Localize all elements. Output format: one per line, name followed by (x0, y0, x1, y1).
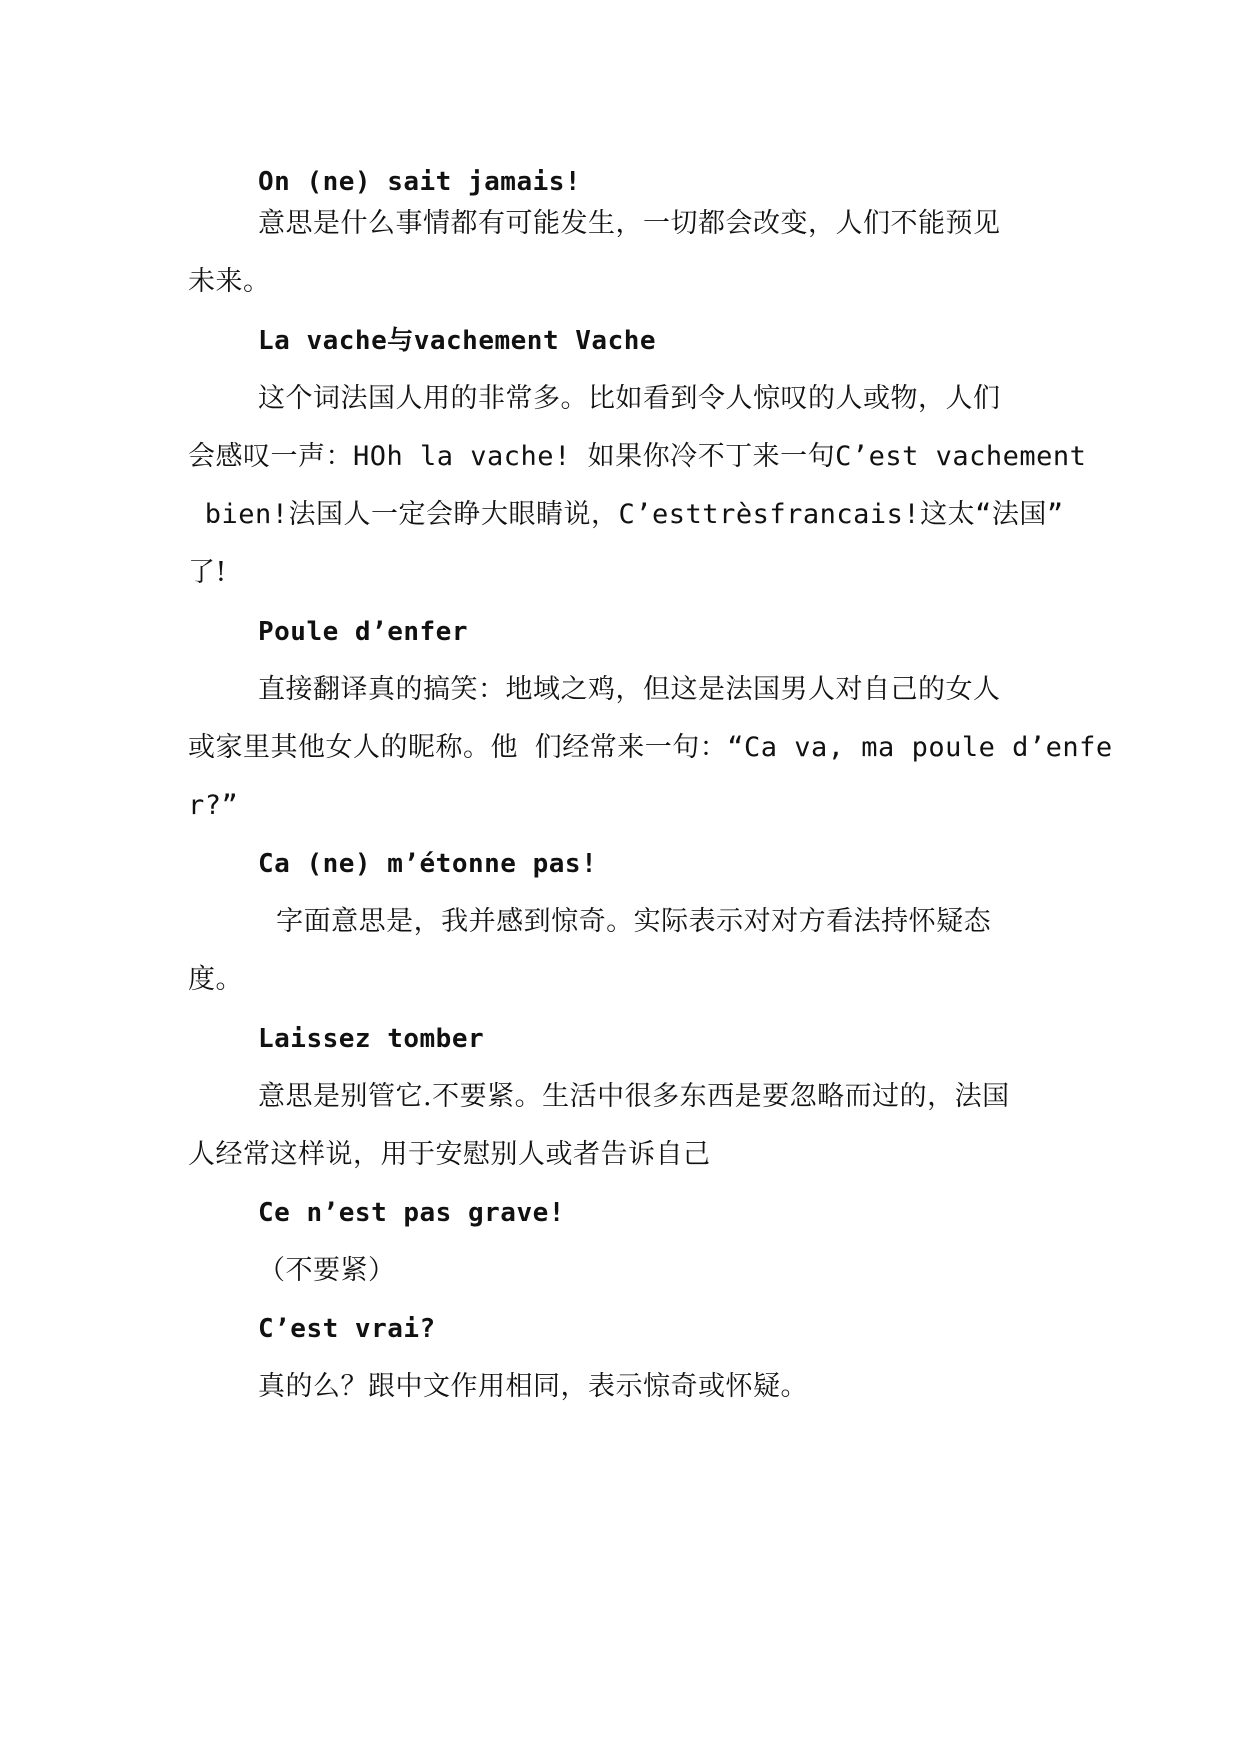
paragraph-line: 度。 (188, 964, 243, 995)
phrase-heading: C’est vrai? (258, 1314, 436, 1344)
phrase-heading: On (ne) sait jamais! (258, 167, 582, 197)
paragraph-line: 未来。 (188, 266, 271, 297)
paragraph-line: 了! (188, 557, 227, 588)
paragraph-line: 意思是别管它.不要紧。生活中很多东西是要忽略而过的，法国 (258, 1081, 1010, 1112)
phrase-heading: Ca (ne) m’étonne pas! (258, 849, 598, 879)
paragraph-line: 真的么？跟中文作用相同，表示惊奇或怀疑。 (258, 1371, 808, 1402)
paragraph-line: 字面意思是，我并感到惊奇。实际表示对对方看法持怀疑态 (258, 906, 992, 937)
phrase-heading: Laissez tomber (258, 1024, 485, 1054)
phrase-heading: Ce n’est pas grave! (258, 1198, 565, 1228)
paragraph-line: r?” (188, 790, 239, 821)
paragraph-line: 直接翻译真的搞笑：地域之鸡，但这是法国男人对自己的女人 (258, 674, 1001, 705)
paragraph-line: 人经常这样说，用于安慰别人或者告诉自己 (188, 1139, 711, 1170)
paragraph-line: （不要紧） (258, 1255, 396, 1286)
paragraph-line: 或家里其他女人的昵称。他 们经常来一句：“Ca va, ma poule d’enfe (188, 732, 1113, 763)
paragraph-line: 这个词法国人用的非常多。比如看到令人惊叹的人或物，人们 (258, 383, 1001, 414)
paragraph-line: 会感叹一声：HOh la vache! 如果你冷不丁来一句C’est vachement (188, 441, 1087, 472)
phrase-heading: La vache与vachement Vache (258, 326, 657, 356)
paragraph-line: 意思是什么事情都有可能发生，一切都会改变，人们不能预见 (258, 208, 1001, 239)
paragraph-line: bien!法国人一定会睁大眼睛说，C’esttrèsfrancais!这太“法国” (188, 499, 1064, 530)
phrase-heading: Poule d’enfer (258, 617, 468, 647)
